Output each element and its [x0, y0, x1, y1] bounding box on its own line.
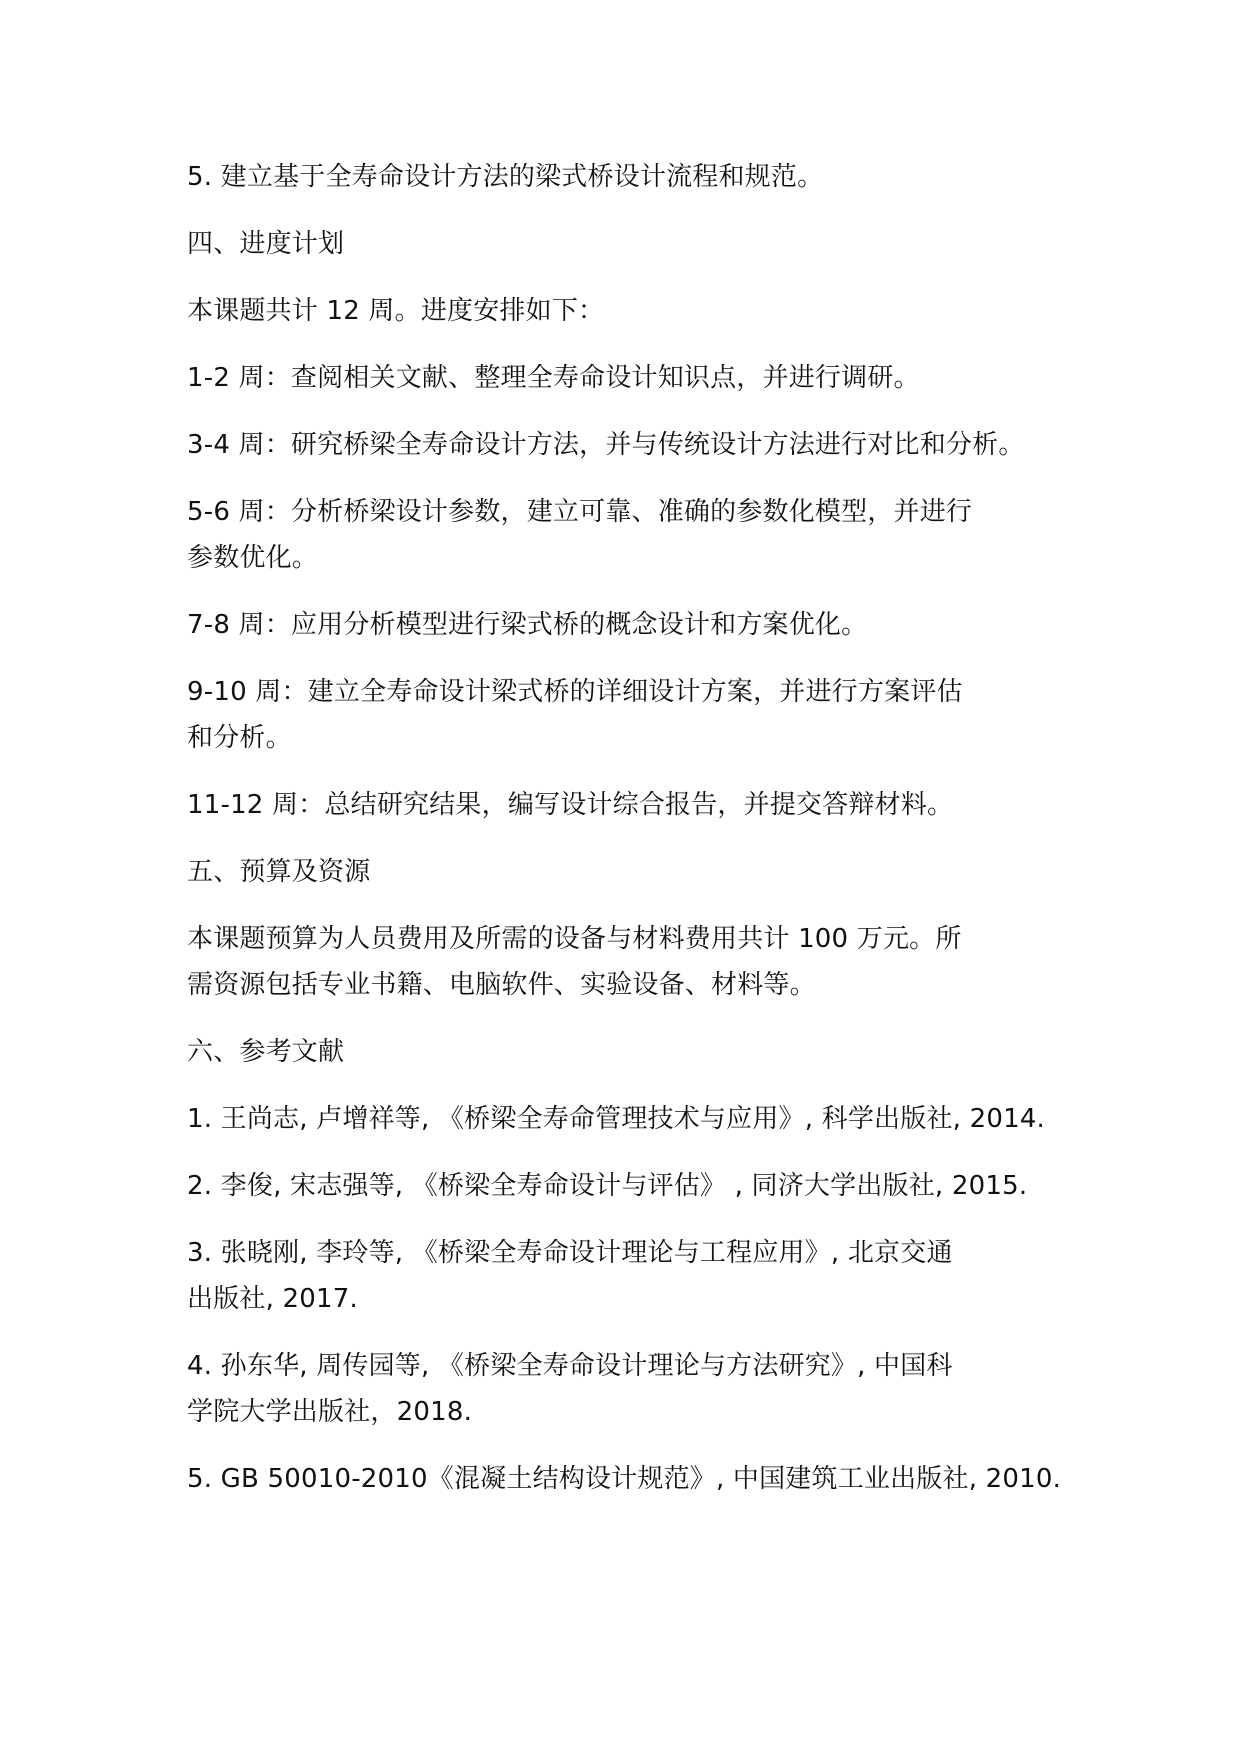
section-heading-schedule: 四、进度计划	[187, 229, 345, 259]
document-body	[187, 154, 1067, 1523]
schedule-item: 11-12 周：总结研究结果，编写设计综合报告，并提交答辩材料。	[187, 790, 954, 820]
section-heading-references: 六、参考文献	[187, 1037, 345, 1067]
schedule-item: 9-10 周：建立全寿命设计梁式桥的详细设计方案，并进行方案评估和分析。	[187, 677, 963, 753]
schedule-intro: 本课题共计 12 周。进度安排如下：	[187, 296, 605, 326]
reference-item: 1. 王尚志, 卢增祥等, 《桥梁全寿命管理技术与应用》, 科学出版社, 2014.	[187, 1104, 1046, 1134]
objective-item-5: 5. 建立基于全寿命设计方法的梁式桥设计流程和规范。	[187, 162, 824, 192]
schedule-item: 7-8 周：应用分析模型进行梁式桥的概念设计和方案优化。	[187, 610, 868, 640]
section-heading-budget: 五、预算及资源	[187, 857, 371, 887]
budget-text: 本课题预算为人员费用及所需的设备与材料费用共计 100 万元。所需资源包括专业书籍、电脑软件、实验设备、材料等。	[187, 924, 962, 1000]
reference-item: 4. 孙东华, 周传园等, 《桥梁全寿命设计理论与方法研究》, 中国科学院大学出版社，2018.	[187, 1351, 953, 1427]
reference-item: 3. 张晓刚, 李玲等, 《桥梁全寿命设计理论与工程应用》, 北京交通出版社, 2017.	[187, 1238, 953, 1314]
reference-item: 2. 李俊, 宋志强等, 《桥梁全寿命设计与评估》 , 同济大学出版社, 2015.	[187, 1171, 1028, 1201]
schedule-item: 3-4 周：研究桥梁全寿命设计方法，并与传统设计方法进行对比和分析。	[187, 430, 1025, 460]
schedule-item: 5-6 周：分析桥梁设计参数，建立可靠、准确的参数化模型，并进行参数优化。	[187, 497, 973, 573]
schedule-item: 1-2 周：查阅相关文献、整理全寿命设计知识点，并进行调研。	[187, 363, 920, 393]
reference-item: 5. GB 50010-2010《混凝土结构设计规范》, 中国建筑工业出版社, 2010.	[187, 1464, 1062, 1494]
